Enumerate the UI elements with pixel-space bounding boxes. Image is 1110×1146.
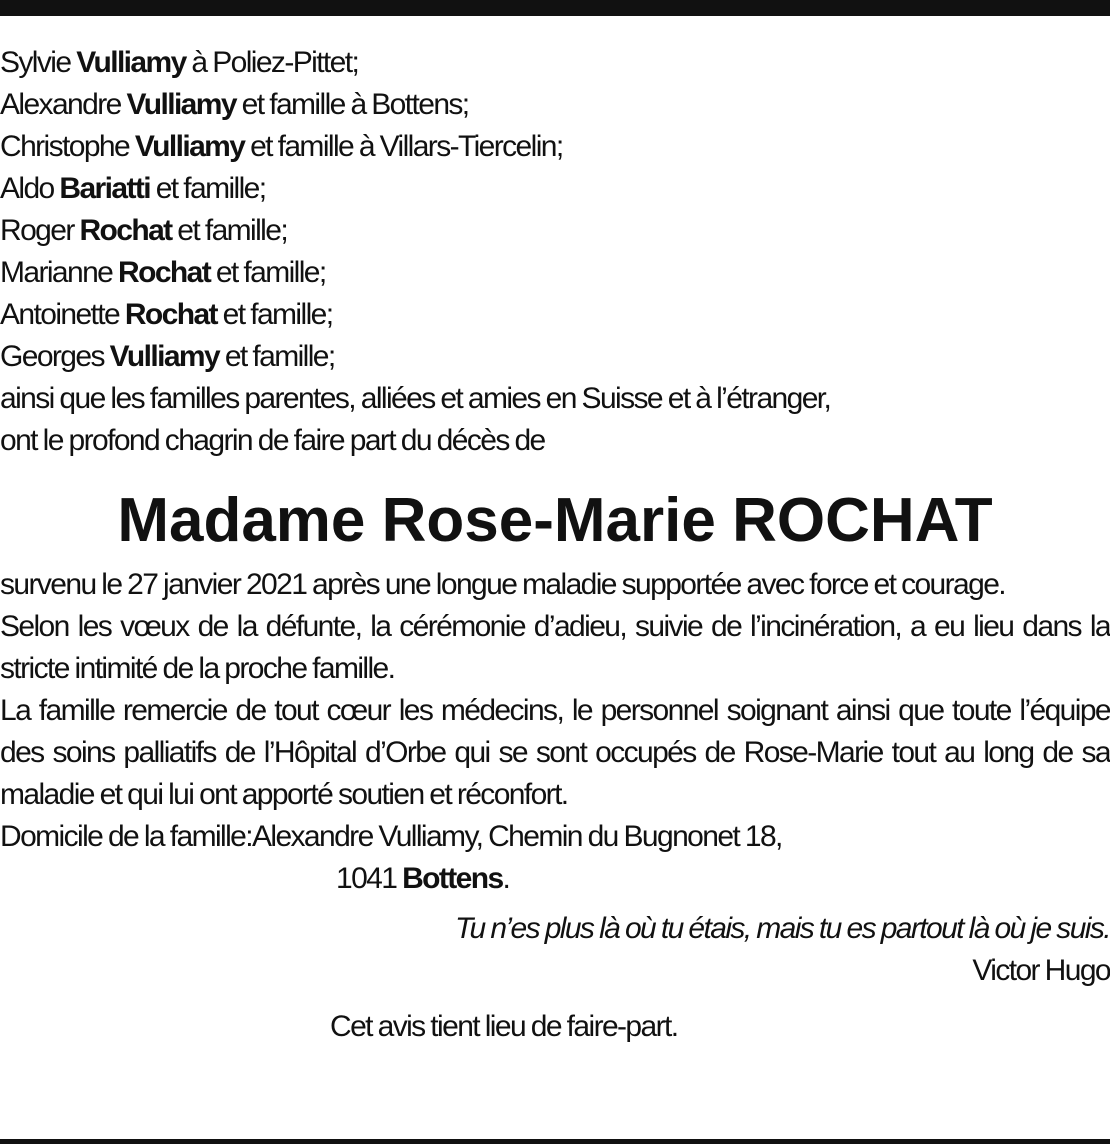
domicile-town: Bottens <box>402 862 503 895</box>
top-rule <box>0 0 1110 16</box>
quote-text: Tu n’es plus là où tu étais, mais tu es partout là où je suis. <box>455 912 1110 945</box>
announcement-line: ont le profond chagrin de faire part du décès de <box>0 424 545 457</box>
mourner-line: Christophe Vulliamy et famille à Villars-Tiercelin; <box>0 130 563 163</box>
mourners-list <box>0 42 1110 378</box>
domicile-line <box>0 816 1110 858</box>
death-paragraph: survenu le 27 janvier 2021 après une longue maladie supportée avec force et courage. <box>0 568 1006 601</box>
families-line: ainsi que les familles parentes, alliées et amies en Suisse et à l’étranger, <box>0 382 831 415</box>
mourner-surname: Vulliamy <box>76 46 186 79</box>
domicile-address: Alexandre Vulliamy, Chemin du Bugnonet 18, <box>251 820 782 853</box>
deceased-name: Madame Rose-Marie ROCHAT <box>117 486 993 555</box>
bottom-rule <box>0 1139 1110 1144</box>
mourner-surname: Rochat <box>118 256 211 289</box>
mourner-surname: Rochat <box>79 214 172 247</box>
domicile-town-line: 1041 Bottens. <box>336 862 510 895</box>
mourner-surname: Vulliamy <box>109 340 220 373</box>
ceremony-paragraph: Selon les vœux de la défunte, la cérémonie d’adieu, suivie de l’incinération, a eu lieu dans la stricte intimité de la proche famille. <box>0 610 1110 685</box>
family-domicile <box>0 816 1110 900</box>
quote-author: Victor Hugo <box>972 954 1110 987</box>
mourner-surname: Vulliamy <box>126 88 236 121</box>
mourner-line: Antoinette Rochat et famille; <box>0 298 333 331</box>
mourner-surname: Bariatti <box>59 172 150 205</box>
obituary-notice <box>0 42 1110 1048</box>
mourner-line: Sylvie Vulliamy à Poliez-Pittet; <box>0 46 359 79</box>
thanks-paragraph: La famille remercie de tout cœur les médecins, le personnel soignant ainsi que toute l’équipe des soins palliatifs de l’Hôpital d’Orbe qui se sont occupés de Rose-Marie tout au long de sa maladie et qui lui ont apporté soutien et réconfort. <box>0 694 1110 811</box>
mourner-line: Aldo Bariatti et famille; <box>0 172 266 205</box>
mourner-line: Georges Vulliamy et famille; <box>0 340 335 373</box>
mourner-line: Roger Rochat et famille; <box>0 214 288 247</box>
closing-line: Cet avis tient lieu de faire-part. <box>330 1010 678 1043</box>
mourner-surname: Rochat <box>124 298 217 331</box>
domicile-label: Domicile de la famille: <box>0 820 252 853</box>
domicile-postcode: 1041 <box>336 862 403 895</box>
mourner-line: Marianne Rochat et famille; <box>0 256 326 289</box>
mourner-line: Alexandre Vulliamy et famille à Bottens; <box>0 88 469 121</box>
mourner-surname: Vulliamy <box>134 130 245 163</box>
